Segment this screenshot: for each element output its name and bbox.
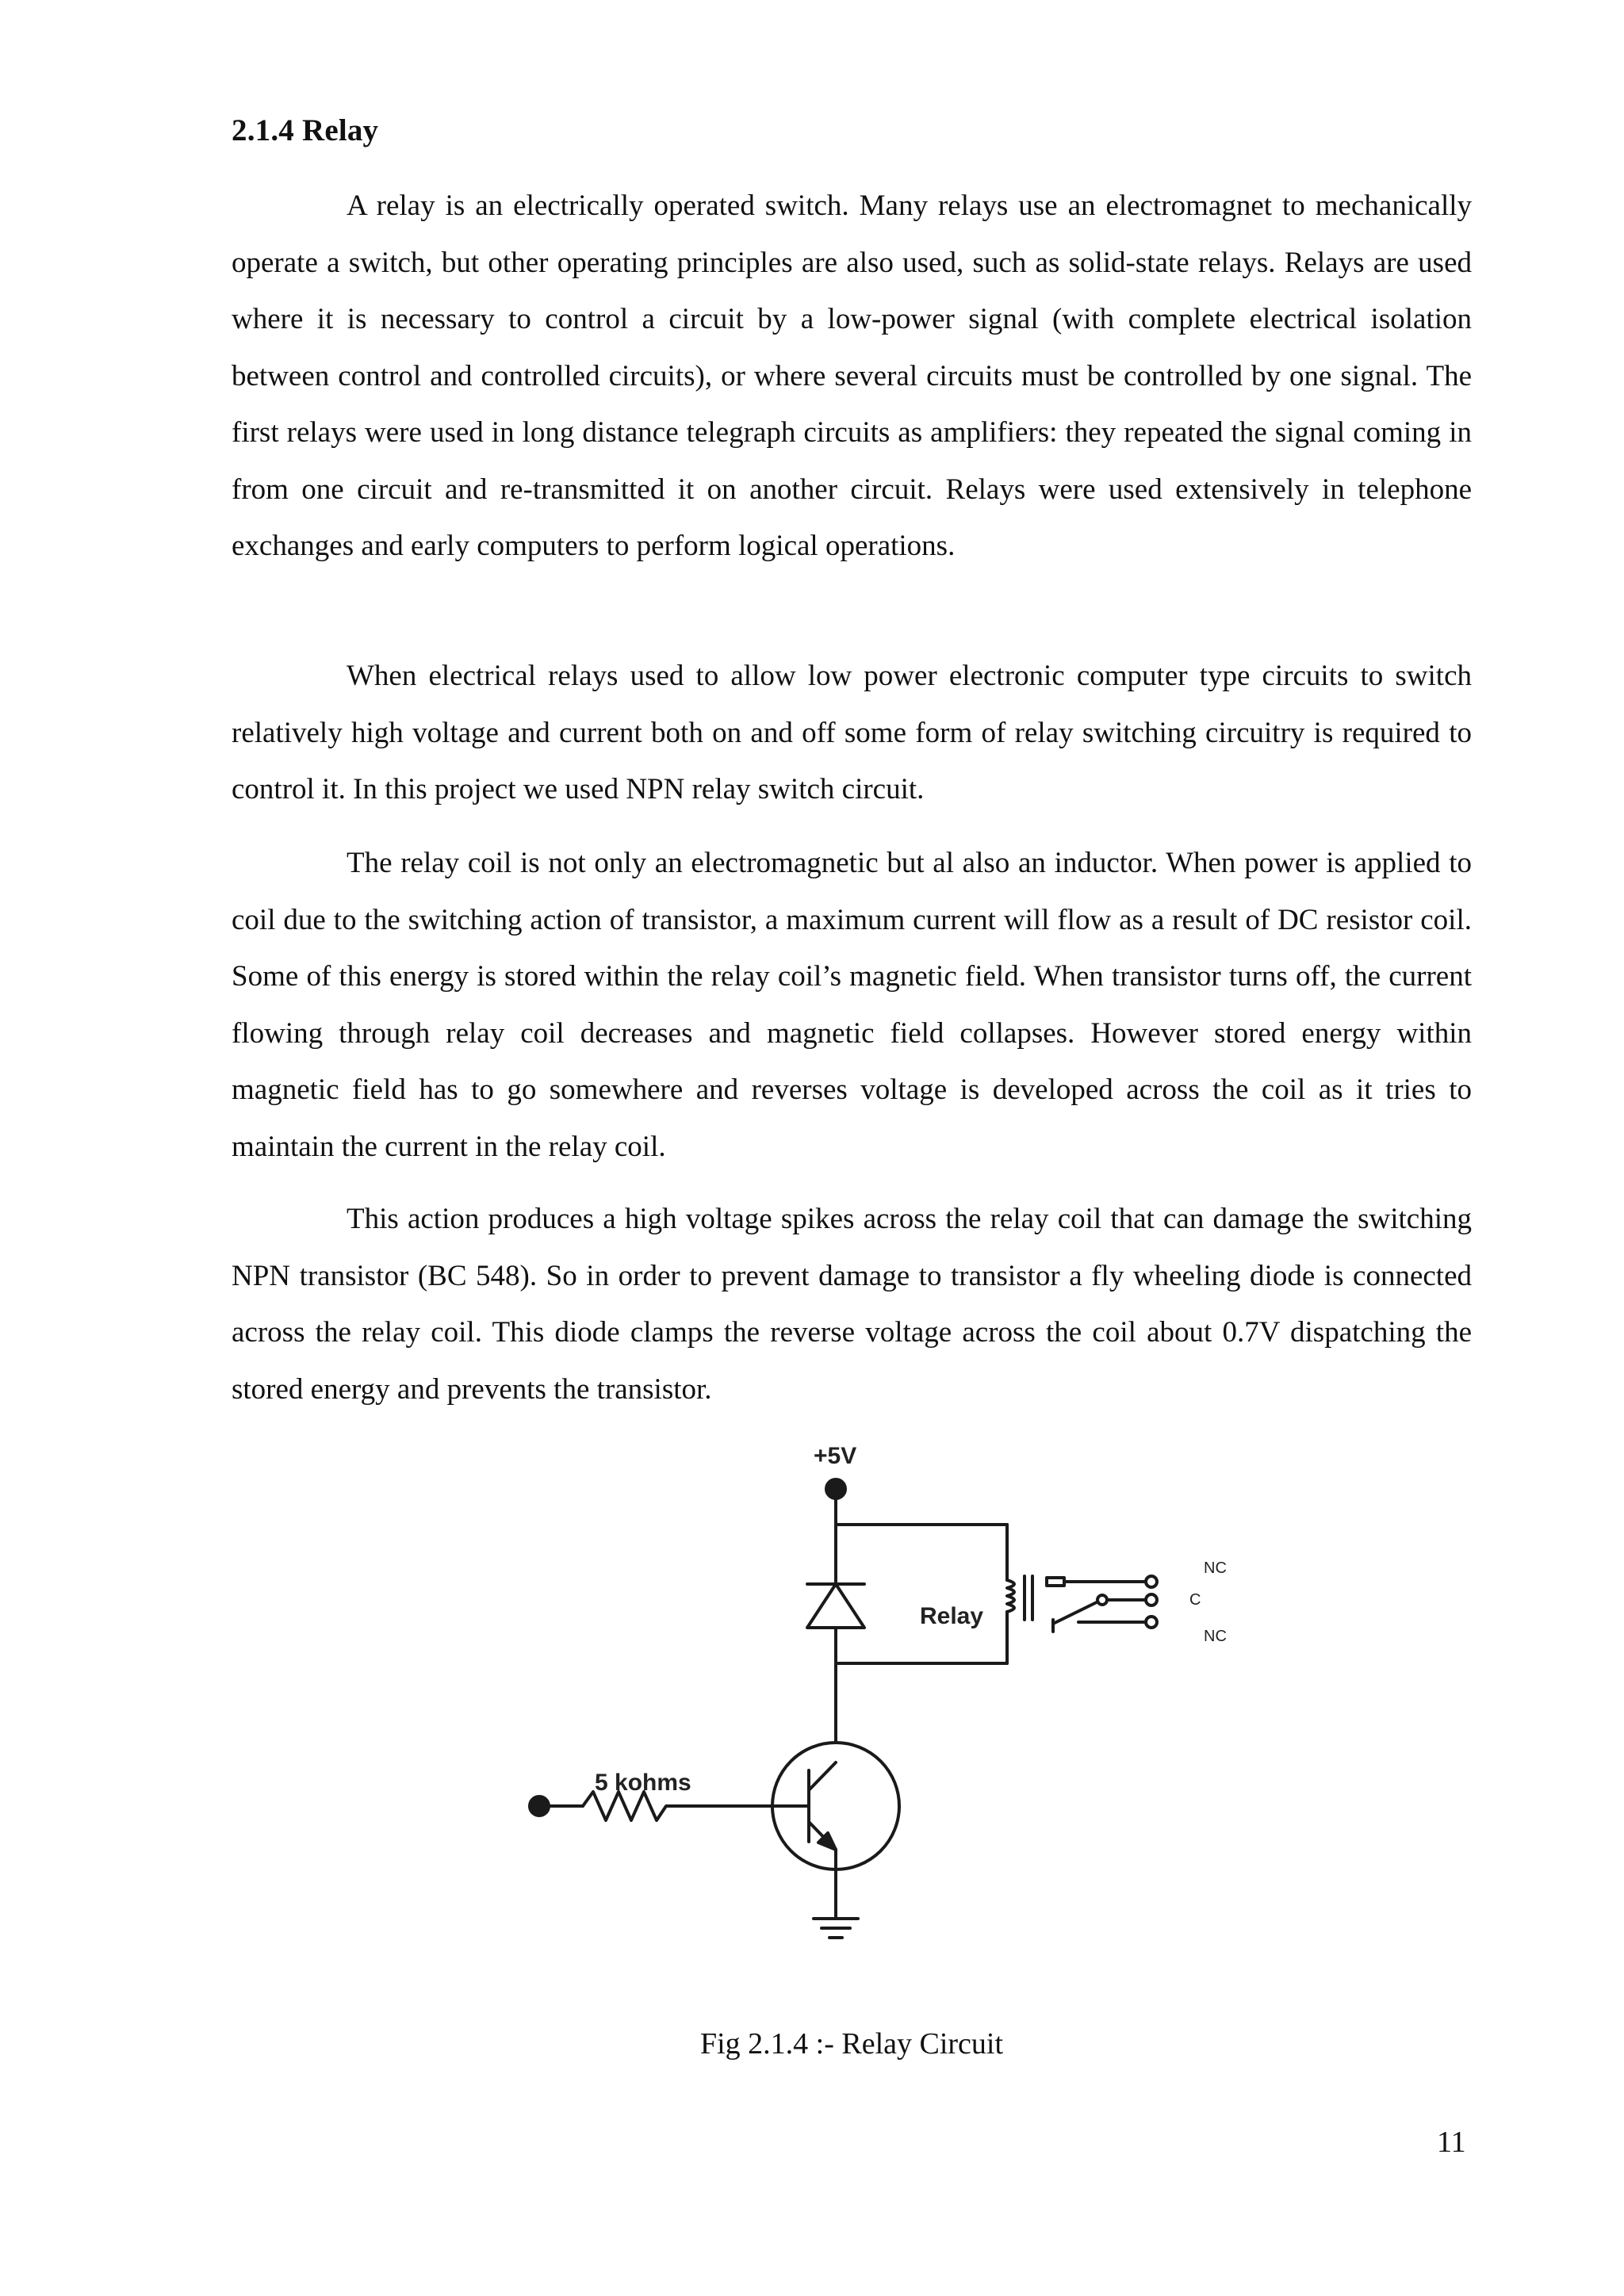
section-heading: 2.1.4 Relay	[232, 113, 379, 147]
resistor-zigzag	[583, 1792, 772, 1820]
relay-armature	[1047, 1578, 1064, 1586]
nc-bottom-terminal	[1146, 1617, 1157, 1628]
figure-caption: Fig 2.1.4 :- Relay Circuit	[699, 2027, 1004, 2061]
relay-circuit-figure	[508, 1433, 1269, 2012]
paragraph-flywheel-diode: This action produces a high voltage spikes across the relay coil that can damage the switching NPN transistor (BC 548). So in order to prevent damage to transistor a fly wheeling diode is connected across the relay coil. This diode clamps the reverse voltage across the coil about 0.7V dispatching the stored energy and prevents the transistor.	[232, 1203, 1472, 1406]
resistor-label: 5 kohms	[595, 1770, 691, 1796]
paragraph-relay-definition: A relay is an electrically operated switch. Many relays use an electromagnet to mechanically operate a switch, but other operating principles are also used, such as solid-state relays. Relays are used where it is necessary to control a circuit by a low-power signal (with complete electrical isolation between control and controlled circuits), or where several circuits must be controlled by one signal. The first relays were used in long distance telegraph circuits as amplifiers: they repeated the signal coming in from one circuit and re-transmitted it on another circuit. Relays were used extensively in telephone exchanges and early computers to perform logical operations.	[232, 189, 1472, 562]
relay-label: Relay	[920, 1603, 984, 1629]
relay-coil	[1007, 1580, 1014, 1612]
paragraph-relay-coil: The relay coil is not only an electromagnetic but al also an inductor. When power is applied to coil due to the switching action of transistor, a maximum current will flow as a result of DC resistor coil. Some of this energy is stored within the relay coil’s magnetic field. When transistor turns off, the current flowing through relay coil decreases and magnetic field collapses. However stored energy within magnetic field has to go somewhere and reverses voltage is developed across the coil as it tries to maintain the current in the relay coil.	[232, 847, 1472, 1163]
input-terminal-dot	[530, 1797, 549, 1816]
c-label: C	[1189, 1591, 1201, 1609]
switch-blade	[1053, 1601, 1098, 1624]
nc-top-terminal	[1146, 1576, 1157, 1587]
diode-triangle	[807, 1584, 864, 1628]
nc-top-label: NC	[1204, 1559, 1227, 1577]
relay-circuit-diagram	[508, 1433, 1269, 2012]
nc-bottom-label: NC	[1204, 1628, 1227, 1645]
supply-label: +5V	[814, 1443, 857, 1469]
page-number: 11	[1437, 2126, 1466, 2159]
paragraph-relay-switching: When electrical relays used to allow low power electronic computer type circuits to switch relatively high voltage and current both on and off some form of relay switching circuitry is required to control it. In this project we used NPN relay switch circuit.	[232, 660, 1472, 806]
common-terminal	[1146, 1594, 1157, 1605]
